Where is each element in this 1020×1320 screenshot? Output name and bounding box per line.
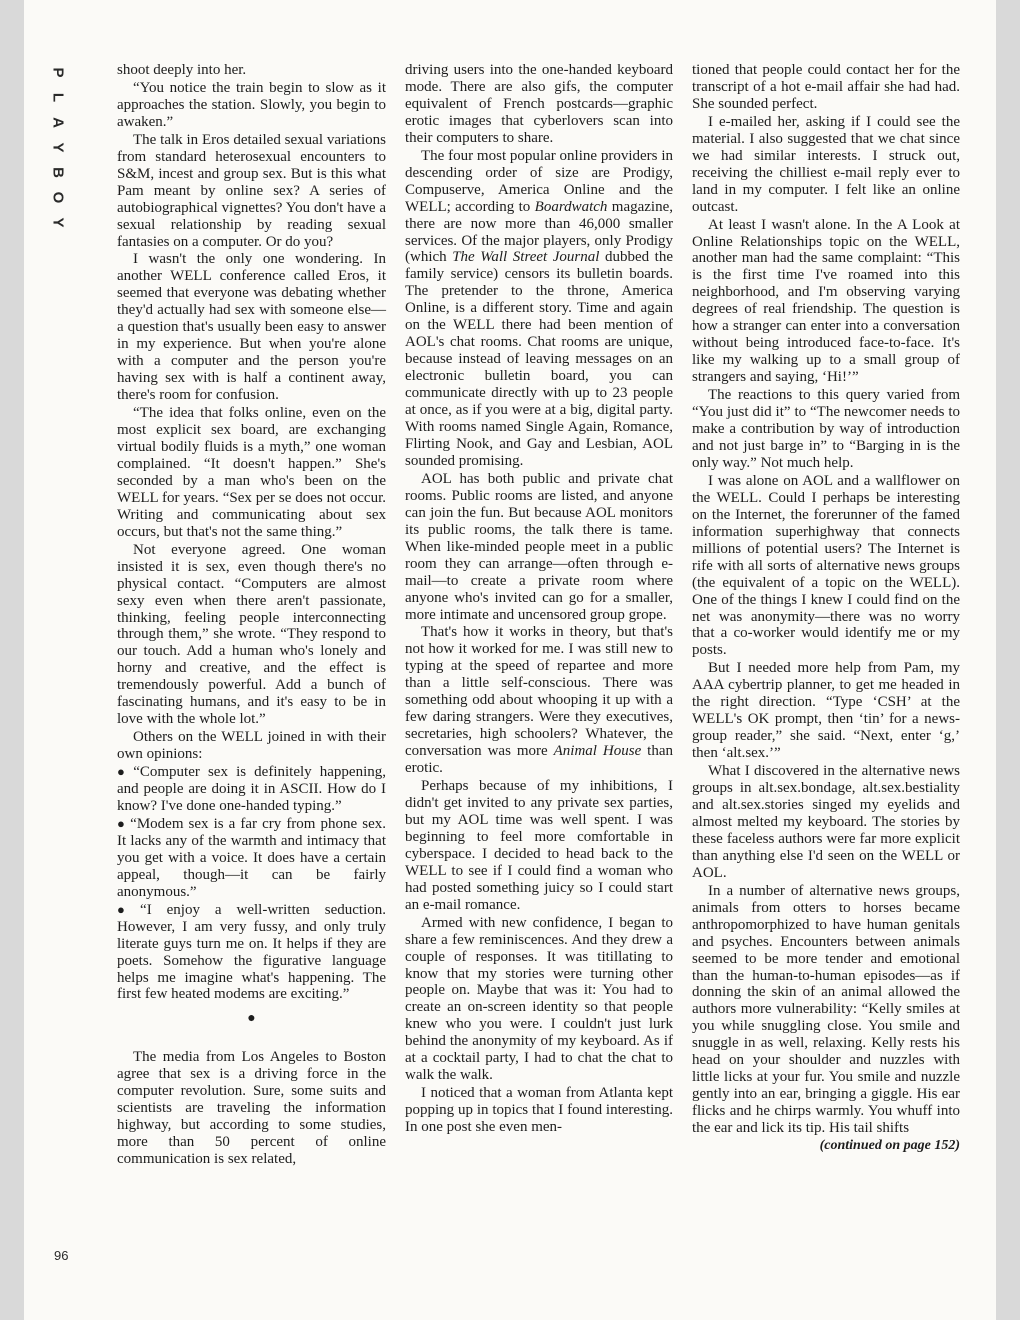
paragraph: I noticed that a woman from Atlanta kept popping up in topics that I found interesting. In one post she even men- — [405, 1085, 673, 1136]
text-run: than erotic. — [405, 743, 674, 777]
magazine-name-vertical — [48, 60, 68, 235]
magazine-letter: P — [49, 67, 67, 78]
text-run: magazine, there are now more than 46,000 smaller services. Of the major players, only Prodigy (which — [405, 198, 673, 266]
page-number: 96 — [54, 1248, 69, 1263]
paragraph: “The idea that folks online, even on the most explicit sex board, are exchanging virtual bodily fluids is a myth,” one woman complained. “It doesn't happen.” She's seconded by a man who's been on the WELL for years. “Sex per se does not occur. Writing and communicating about sex occurs, but that's not the same thing.” — [117, 405, 386, 540]
magazine-letter: Y — [49, 217, 67, 228]
magazine-page — [24, 0, 996, 1320]
film-title: Animal House — [553, 743, 642, 760]
bullet-text: “I enjoy a well-written seduction. However, I am very fussy, and only truly literate guys turn me on. It helps if they are poets. Somehow the figurative language helps me imagine what's happening. The first few heated modems are exciting.” — [117, 901, 386, 1003]
bullet-text: “Modem sex is a far cry from phone sex. It lacks any of the warmth and intimacy that you get with a voice. It does have a certain appeal, though—it can be fairly anonymous.” — [117, 815, 386, 900]
bullet-icon: ● — [117, 764, 130, 780]
paragraph — [405, 148, 673, 470]
paragraph: Others on the WELL joined in with their own opinions: — [117, 729, 386, 763]
magazine-letter: B — [49, 167, 67, 178]
magazine-letter: O — [49, 191, 67, 204]
paragraph: I e-mailed her, asking if I could see the material. I also suggested that we chat since we had similar interests. I struck out, receiving the chilliest e-mail reply ever to land in my computer. I felt like an online outcast. — [692, 113, 960, 215]
paragraph: In a number of alternative news groups, animals from otters to horses became anthropomorphized to have human genitals and psyches. Encounters between animals seemed to be more tender and emotional than the human-to-human episodes—as if donning the skin of an animal allowed the authors more vulnerability: “Kelly smiles at you while snuggling close. You smile and snuggle in as well, relaxing. Kelly rests his head on your shoulder and nuzzles with little licks at your fur. You smile and nuzzle gently into an ear, bringing a giggle. His ear flicks and he chirps warmly. You whuff into the ear and lick its tip. His tail shifts — [692, 882, 960, 1137]
bullet-icon: ● — [117, 901, 137, 917]
section-break-dot: ● — [247, 1011, 256, 1027]
paragraph: “You notice the train begin to slow as it approaches the station. Slowly, you begin to awaken.” — [117, 79, 386, 130]
text-run: That's how it works in theory, but that's not how it worked for me. I was still new to typing at the speed of repartee and more than a little self-conscious. There was something odd about whooping it up with a few daring strangers. Were they executives, secretaries, high schoolers? Whatever, the conversation was more — [405, 624, 673, 760]
magazine-letter: L — [49, 92, 67, 103]
paragraph: AOL has both public and private chat rooms. Public rooms are listed, and anyone can join the fun. But because AOL monitors its public rooms, the talk there is tame. When like-minded people meet in a public room they can arrange—often through e-mail—to create a private room where anyone who's invited can go for a smaller, more intimate and uncensored group grope. — [405, 470, 673, 623]
magazine-letter: Y — [49, 142, 67, 153]
paragraph: driving users into the one-handed keyboard mode. There are also gifs, the computer equivalent of French postcards—graphic erotic images that cyberlovers scan into their computers to share. — [405, 62, 673, 146]
text-run: The four most popular online providers in descending order of size are Prodigy, Compuserve, America Online and the WELL; according to — [405, 147, 673, 215]
paragraph: Perhaps because of my inhibitions, I didn't get invited to any private sex parties, but my AOL time was well spent. I was beginning to feel more comfortable in cyberspace. I decided to head back to the WELL to see if I could find a woman who had posted something juicy so I could start an e-mail romance. — [405, 778, 673, 913]
bullet-icon: ● — [117, 815, 127, 831]
paragraph: shoot deeply into her. — [117, 62, 247, 78]
text-run: dubbed the family service) censors its bulletin boards. The pretender to the throne, America Online, is a different story. Time and again on the WELL there had been mention of AOL's chat rooms. Chat rooms are unique, because instead of leaving messages on an electronic bulletin board, you can communicate directly with up to 23 people at once, as if you were at a big, digital party. With rooms named Single Again, Romance, Flirting Nook, and Gay and Lesbian, AOL sounded promising. — [405, 249, 674, 469]
publication-title: The Wall Street Journal — [452, 249, 600, 266]
paragraph: tioned that people could contact her for the transcript of a hot e-mail affair she had had. She sounded perfect. — [692, 62, 960, 112]
paragraph: I was alone on AOL and a wallflower on the WELL. Could I perhaps be interesting on the Internet, the forerunner of the famed information superhighway that connects millions of potential users? The Internet is rife with all sorts of alternative news groups (the equivalent of a topic on the WELL). One of the things I knew I could find on the net was anonymity—there was no worry that a co-worker would identify me or my posts. — [692, 472, 960, 659]
text-column-2 — [405, 62, 673, 1137]
text-column-1 — [117, 62, 386, 1169]
paragraph: The talk in Eros detailed sexual variations from standard heterosexual encounters to S&M, incest and group sex. But is this what Pam meant by online sex? A series of autobiographical vignettes? You don't have a sexual relationship by reading sexual fantasies on a computer. Or do you? — [117, 131, 386, 250]
bullet-quote — [117, 816, 386, 901]
paragraph: Not everyone agreed. One woman insisted it is sex, even though there's no physical contact. “Computers are almost sexy even when there aren't passionate, thinking, feeling people interconnecting through them,” she wrote. “They respond to our touch. Add a human who's lonely and horny and creative, and the effect is tremendously powerful. Add a bunch of fascinating humans, and it's easy to be in love with the whole lot.” — [117, 541, 386, 728]
paragraph — [405, 624, 673, 777]
paragraph: Armed with new confidence, I began to share a few reminiscences. And they drew a couple of responses. It was titillating to know that my stories were turning other people on. Maybe that was it: You had to create an on-screen identity so that people knew who you were. I couldn't just lurk behind the anonymity of my keyboard. As if at a cocktail party, I had to chat the chat to walk the walk. — [405, 914, 673, 1084]
paragraph: I wasn't the only one wondering. In another WELL conference called Eros, it seemed that everyone was debating whether they'd actually had sex with someone else—a question that's usually been easy to answer in my experience. But when you're alone with a computer and the person you're having sex with is half a continent away, there's room for confusion. — [117, 251, 386, 404]
bullet-quote — [117, 902, 386, 1004]
continued-on-note: (continued on page 152) — [819, 1138, 960, 1154]
paragraph: The media from Los Angeles to Boston agree that sex is a driving force in the computer revolution. Sure, some suits and scientists are traveling the information highway, but according to some studies, more than 50 percent of online communication is sex related, — [117, 1049, 386, 1168]
paragraph: But I needed more help from Pam, my AAA cybertrip planner, to get me headed in the right direction. “Type ‘CSH’ at the WELL's OK prompt, then ‘tin’ for a news-group reader,” she said. “Next, enter ‘g,’ then ‘alt.sex.’” — [692, 660, 960, 762]
paragraph: What I discovered in the alternative news groups in alt.sex.bondage, alt.sex.bestiality and alt.sex.stories singed my eyelids and almost melted my keyboard. The stories by these faceless authors were far more explicit than anything else I'd seen on the WELL or AOL. — [692, 763, 960, 881]
magazine-letter: A — [49, 117, 67, 128]
bullet-quote — [117, 764, 386, 815]
text-column-3 — [692, 62, 960, 1155]
paragraph: At least I wasn't alone. In the A Look at Online Relationships topic on the WELL, another man had the same complaint: “This is the first time I've roamed into this neighborhood, and I'm observing varying degrees of real friendship. The question is how a stranger can enter into a conversation without being introduced face-to-face. It's like my walking up to a small group of strangers and saying, ‘Hi!’” — [692, 216, 960, 386]
paragraph: The reactions to this query varied from “You just did it” to “The newcomer needs to make a contribution by way of introduction and not just barge in” to “Barging in is the only way.” Not much help. — [692, 387, 960, 471]
publication-title: Boardwatch — [534, 198, 608, 215]
bullet-text: “Computer sex is definitely happening, and people are doing it in ASCII. How do I know? I've done one-handed typing.” — [117, 764, 386, 814]
